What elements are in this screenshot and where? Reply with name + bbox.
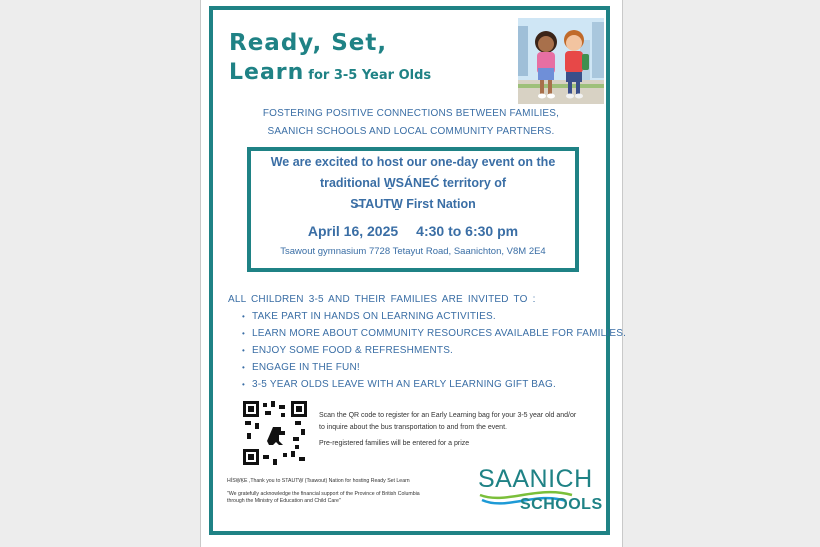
tagline-line-1: FOSTERING POSITIVE CONNECTIONS BETWEEN FAMILIES, [262, 108, 560, 119]
event-time: 4:30 to 6:30 pm [416, 223, 519, 239]
logo-schools: SCHOOLS [520, 496, 603, 513]
saanich-schools-logo [476, 465, 603, 520]
event-details-box [247, 147, 579, 272]
list-item: • 3-5 YEAR OLDS LEAVE WITH AN EARLY LEARNING GIFT BAG. [242, 376, 626, 393]
title-learn: Learn [229, 60, 305, 85]
children-illustration [518, 18, 604, 104]
qr-instructions-line-2: to inquire about the bus transportation to and from the event. [319, 424, 507, 431]
tagline-line-2: SAANICH SCHOOLS AND LOCAL COMMUNITY PARTNERS. [267, 126, 555, 137]
footer-acknowledgement-1: "We gratefully acknowledge the financial support of the Province of British Columbia [227, 491, 420, 497]
event-intro-line-2: traditional W̱SÁNEĆ territory of [319, 176, 507, 190]
title-subtitle: for 3-5 Year Olds [308, 68, 432, 83]
event-intro-line-1: We are excited to host our one-day event on the [270, 155, 556, 169]
list-item: • ENGAGE IN THE FUN! [242, 359, 626, 376]
event-date: April 16, 2025 [307, 223, 399, 239]
event-address: Tsawout gymnasium 7728 Tetayut Road, Saanichton, V8M 2E4 [280, 246, 546, 257]
title-line-1: Ready, Set, [229, 30, 388, 56]
activity-list [242, 308, 626, 393]
invite-heading: ALL CHILDREN 3-5 AND THEIR FAMILIES ARE INVITED TO : [228, 294, 536, 305]
footer-thanks: HÍSW̱ḴE ,Thank you to STAUTW̱ (Tsawout) Nation for hosting Ready Set Learn [227, 478, 410, 484]
event-intro-line-3: S̶TAUTW̱ First Nation [350, 197, 476, 211]
qr-prize-note: Pre-registered families will be entered for a prize [319, 440, 470, 447]
event-datetime [251, 223, 575, 239]
title-line-2 [229, 60, 431, 85]
flyer-page [200, 0, 627, 547]
footer-acknowledgement-2: through the Ministry of Education and Child Care" [227, 498, 341, 504]
list-item: • TAKE PART IN HANDS ON LEARNING ACTIVITIES. [242, 308, 626, 325]
qr-instructions-line-1: Scan the QR code to register for an Early Learning bag for your 3-5 year old and/or [319, 412, 577, 419]
list-item: • LEARN MORE ABOUT COMMUNITY RESOURCES AVAILABLE FOR FAMILIES. [242, 325, 626, 342]
list-item: • ENJOY SOME FOOD & REFRESHMENTS. [242, 342, 626, 359]
logo-saanich: SAANICH [478, 465, 593, 493]
qr-code[interactable] [243, 401, 307, 465]
